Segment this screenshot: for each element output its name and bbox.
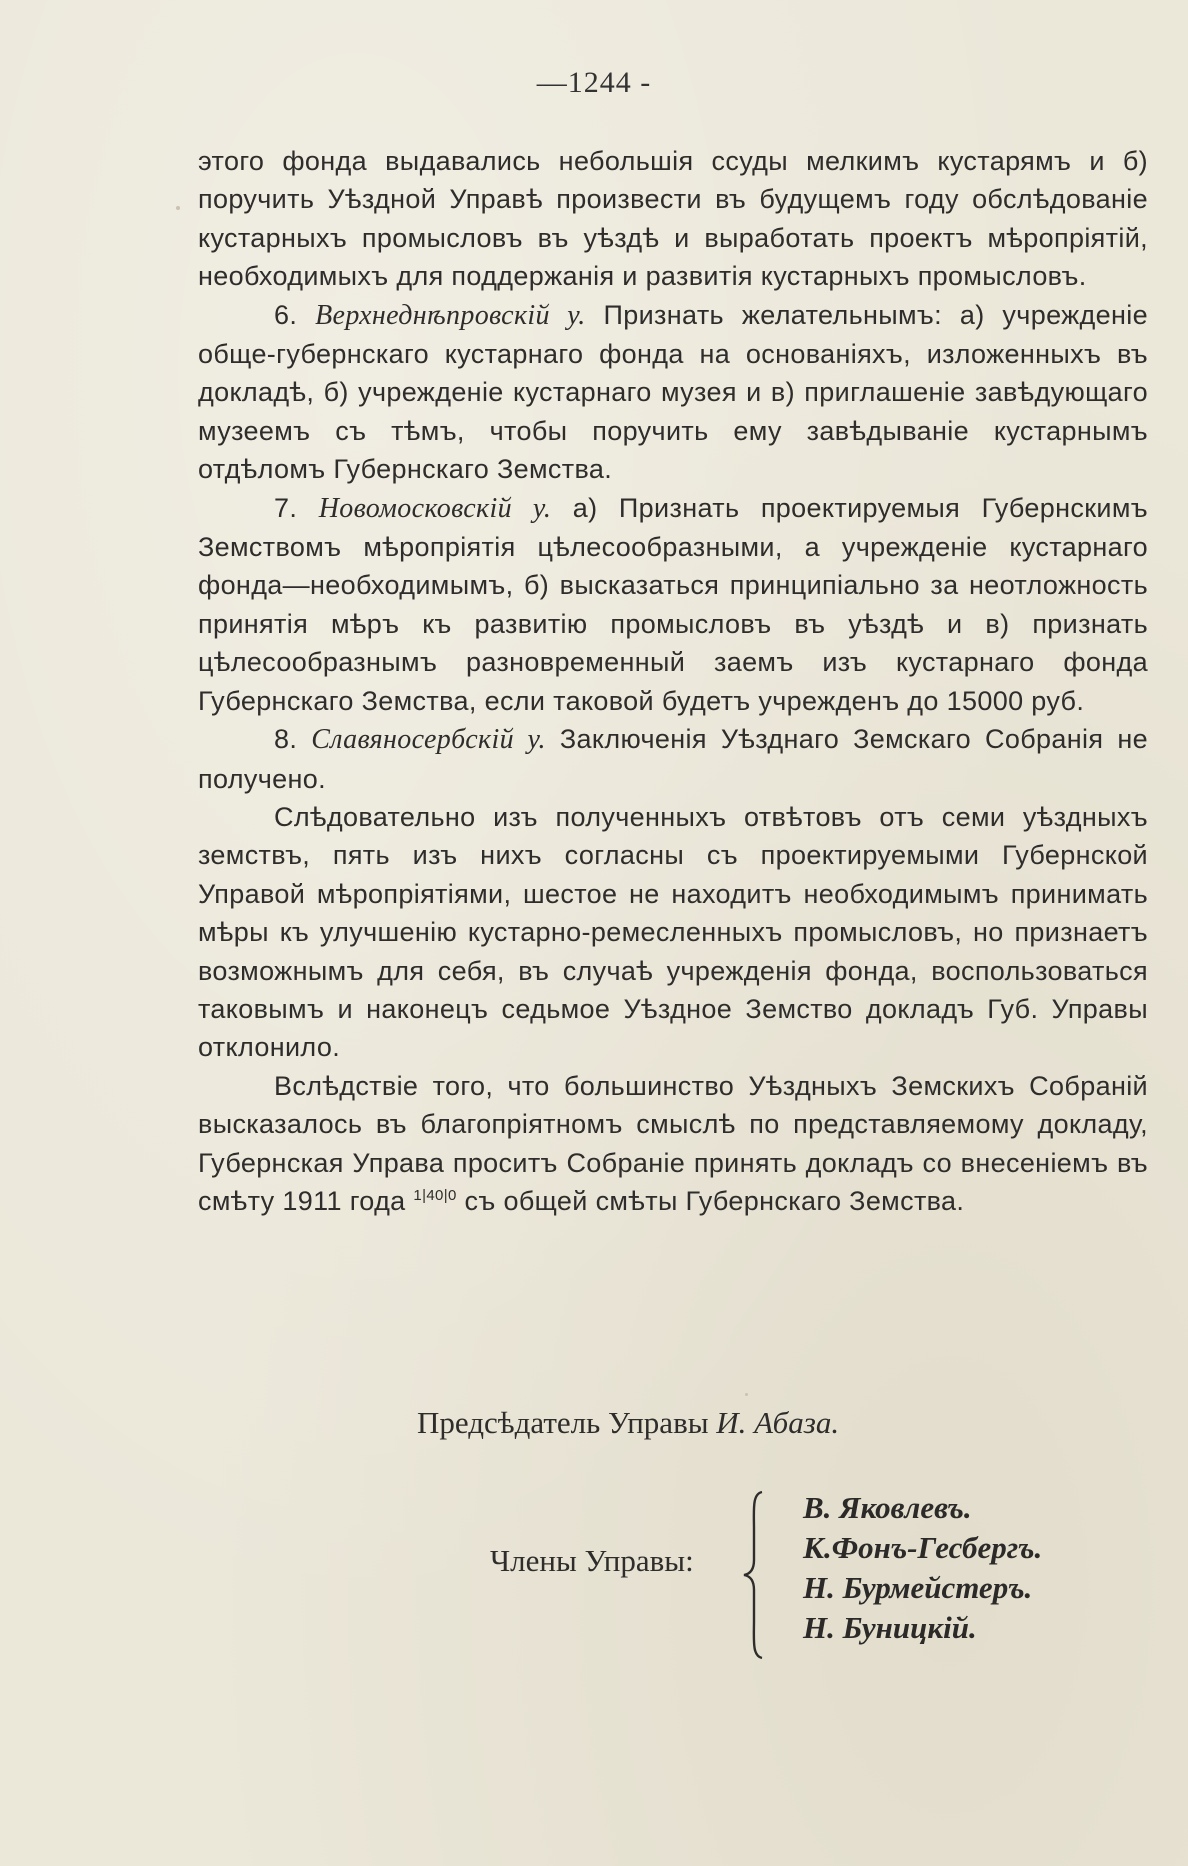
member-name: К.Фонъ-Гесбергъ. bbox=[803, 1530, 1043, 1565]
item-number: 6. bbox=[274, 299, 298, 330]
members-label: Члены Управы: bbox=[490, 1543, 694, 1578]
member-name: Н. Бурмейстеръ. bbox=[803, 1570, 1033, 1605]
curly-brace bbox=[740, 1490, 770, 1660]
member-name: В. Яковлевъ. bbox=[803, 1490, 972, 1525]
member-name: Н. Буницкій. bbox=[803, 1610, 977, 1645]
paragraph-continuation: этого фонда выдавались небольшія ссуды мелкимъ кустарямъ и б) поручить Уѣздной Управѣ произвести въ будущемъ году обслѣдованіе кустарныхъ промысловъ въ уѣздѣ и выработать проектъ мѣропріятій, необходимыхъ для поддержанія и развитія кустарныхъ промысловъ. bbox=[198, 146, 1148, 292]
percent-sign: 0|0 bbox=[435, 1186, 457, 1204]
chairman-signature bbox=[417, 1405, 839, 1441]
paragraph-text: Заключенія Уѣзднаго Земскаго Собранія не получено. bbox=[198, 724, 1148, 794]
paragraph-text: а) Признать проектируемыя Губернскимъ Земствомъ мѣропріятія цѣлесообразными, а учрежденіе кустарнаго фонда—необходимымъ, б) высказаться принципіально за неотложность принятія мѣръ къ развитію промысловъ въ уѣздѣ и в) признать цѣлесообразнымъ разновременный заемъ изъ кустарнаго фонда Губернскаго Земства, если таковой будетъ учрежденъ до 15000 руб. bbox=[198, 492, 1148, 716]
item-number: 7. bbox=[274, 492, 298, 523]
page-number: —1244 - bbox=[536, 66, 652, 99]
members-list bbox=[803, 1488, 1042, 1648]
paragraph-text: Вслѣдствіе того, что большинство Уѣздныхъ Земскихъ Собраній высказалось въ благопріятномъ смыслѣ по представляемому докладу, Губернская Управа проситъ Собраніе принять докладъ со внесеніемъ въ смѣту 1911 года bbox=[198, 1070, 1148, 1216]
item-number: 8. bbox=[274, 724, 298, 755]
chairman-title: Предсѣдатель Управы bbox=[417, 1405, 709, 1440]
paragraph-text: съ общей смѣты Губернскаго Земства. bbox=[464, 1185, 965, 1216]
paper-speck bbox=[745, 1393, 748, 1396]
paragraph-uezd-6 bbox=[198, 296, 1148, 489]
fraction: 1|4 bbox=[413, 1186, 436, 1204]
uezd-name: Верхнеднѣпровскій у. bbox=[315, 299, 586, 331]
paragraph-text: Признать желательнымъ: а) учрежденіе обще-губернскаго кустарнаго фонда на основаніяхъ, изложенныхъ въ докладѣ, б) учрежденіе кустарнаго музея и в) приглашеніе завѣдующаго музеемъ съ тѣмъ, чтобы поручить ему завѣдываніе кустарнымъ отдѣломъ Губернскаго Земства. bbox=[198, 299, 1148, 485]
paragraph-conclusion: Слѣдовательно изъ полученныхъ отвѣтовъ отъ семи уѣздныхъ земствъ, пять изъ нихъ согласны съ проектируемыми Губернской Управой мѣропріятіями, шестое не находитъ необходимымъ принимать мѣры къ улучшенію кустарно-ремесленныхъ промысловъ, но признаетъ возможнымъ для себя, въ случаѣ учрежденія фонда, воспользоваться таковымъ и наконецъ седьмое Уѣздное Земство докладъ Губ. Управы отклонило. bbox=[198, 801, 1148, 1063]
paragraph-request bbox=[198, 1067, 1148, 1221]
paragraph-uezd-7 bbox=[198, 489, 1148, 720]
paragraph-uezd-8 bbox=[198, 720, 1148, 798]
uezd-name: Новомосковскій у. bbox=[318, 492, 552, 524]
paper-speck bbox=[176, 206, 180, 210]
chairman-name: И. Абаза. bbox=[716, 1405, 840, 1440]
body-text bbox=[198, 142, 1148, 1220]
uezd-name: Славяносербскій у. bbox=[311, 724, 546, 756]
